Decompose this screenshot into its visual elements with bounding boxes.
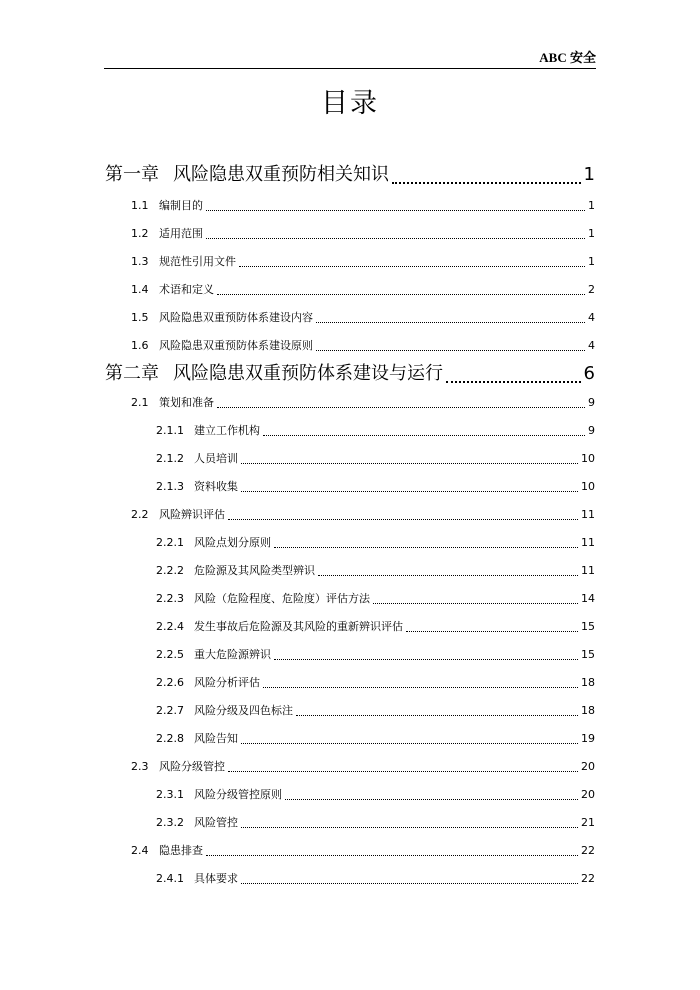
toc-entry-title: 风险点划分原则 [194,536,271,549]
toc-entry[interactable] [131,309,595,327]
toc-entry-title: 风险分析评估 [194,676,260,689]
toc-entry-page: 1 [588,227,595,240]
dot-leader [228,771,578,772]
toc-entry-page: 21 [581,816,595,829]
toc-entry-page: 9 [588,424,595,437]
dot-leader [318,575,578,576]
toc-entry[interactable] [156,618,595,636]
toc-entry-title: 适用范围 [159,227,203,240]
toc-entry[interactable] [105,359,595,389]
toc-entry-page: 6 [583,363,595,384]
toc-entry-page: 20 [581,760,595,773]
toc-entry[interactable] [131,197,595,215]
toc-entry-title: 风险告知 [194,732,238,745]
page-header [104,50,596,69]
toc-entry[interactable] [131,506,595,524]
toc-entry[interactable] [156,562,595,580]
toc-entry[interactable] [131,758,595,776]
toc-entry[interactable] [156,450,595,468]
toc-entry-title: 风险分级管控原则 [194,788,282,801]
toc-entry-title: 编制目的 [159,199,203,212]
toc-entry[interactable] [156,730,595,748]
toc-entry[interactable] [131,394,595,412]
toc-entry-number: 1.1 [131,199,149,212]
toc-entry[interactable] [156,786,595,804]
toc-entry-number: 1.6 [131,339,149,352]
toc-entry[interactable] [105,160,595,190]
dot-leader [241,883,578,884]
toc-entry-number: 第二章 [105,363,159,384]
toc-entry-title: 术语和定义 [159,283,214,296]
dot-leader [206,210,585,211]
toc-entry-page: 18 [581,704,595,717]
toc-entry-title: 资料收集 [194,480,238,493]
toc-entry[interactable] [131,337,595,355]
toc-entry[interactable] [156,422,595,440]
header-brand: ABC 安全 [539,50,596,65]
toc-entry-number: 2.1.3 [156,480,184,493]
toc-entry-number: 2.1.2 [156,452,184,465]
toc-entry[interactable] [156,870,595,888]
toc-entry-number: 2.3.1 [156,788,184,801]
toc-entry[interactable] [131,225,595,243]
toc-entry-title: 建立工作机构 [194,424,260,437]
toc-entry-number: 2.2.1 [156,536,184,549]
dot-leader [217,294,585,295]
dot-leader [373,603,578,604]
toc-entry-title: 具体要求 [194,872,238,885]
toc-entry-page: 18 [581,676,595,689]
dot-leader [263,435,585,436]
toc-entry-title: 人员培训 [194,452,238,465]
toc-entry-number: 2.1 [131,396,149,409]
toc-entry-number: 2.2.4 [156,620,184,633]
toc-entry-number: 2.4.1 [156,872,184,885]
toc-entry-page: 4 [588,311,595,324]
dot-leader [274,659,578,660]
dot-leader [274,547,578,548]
toc-entry-number: 2.4 [131,844,149,857]
dot-leader [446,381,581,383]
page-title: 目录 [321,88,379,119]
toc-entry[interactable] [156,478,595,496]
toc-entry-number: 1.3 [131,255,149,268]
toc-entry-page: 11 [581,508,595,521]
toc-entry-title: 风险隐患双重预防相关知识 [173,164,389,185]
toc-entry-page: 10 [581,452,595,465]
toc-entry-title: 危险源及其风险类型辨识 [194,564,315,577]
toc-entry-title: 风险分级管控 [159,760,225,773]
toc-entry-page: 4 [588,339,595,352]
toc-entry-page: 20 [581,788,595,801]
toc-entry-title: 风险分级及四色标注 [194,704,293,717]
dot-leader [239,266,585,267]
toc-entry-number: 2.3.2 [156,816,184,829]
toc-entry[interactable] [156,590,595,608]
toc-entry-title: 规范性引用文件 [159,255,236,268]
toc-entry-number: 2.2 [131,508,149,521]
toc-entry-page: 19 [581,732,595,745]
toc-entry-number: 2.2.5 [156,648,184,661]
toc-entry[interactable] [156,702,595,720]
dot-leader [206,238,585,239]
toc-entry-page: 11 [581,564,595,577]
toc-entry-page: 15 [581,620,595,633]
toc-entry-number: 1.2 [131,227,149,240]
toc-entry-page: 22 [581,844,595,857]
toc-entry-number: 2.1.1 [156,424,184,437]
dot-leader [241,743,578,744]
toc-entry-title: 风险辨识评估 [159,508,225,521]
toc-entry-title: 风险隐患双重预防体系建设与运行 [173,363,443,384]
toc-entry[interactable] [156,674,595,692]
toc-entry-title: 重大危险源辨识 [194,648,271,661]
toc-entry[interactable] [156,814,595,832]
toc-entry[interactable] [131,281,595,299]
toc-entry-number: 2.2.7 [156,704,184,717]
dot-leader [241,463,578,464]
toc-entry-title: 策划和准备 [159,396,214,409]
toc-entry-page: 10 [581,480,595,493]
toc-entry-page: 14 [581,592,595,605]
dot-leader [206,855,578,856]
toc-entry[interactable] [156,534,595,552]
toc-entry-number: 1.4 [131,283,149,296]
toc-entry-title: 风险隐患双重预防体系建设原则 [159,339,313,352]
toc-entry[interactable] [156,646,595,664]
toc-entry-page: 11 [581,536,595,549]
dot-leader [217,407,585,408]
toc-entry-page: 1 [583,164,595,185]
toc-entry-title: 风险隐患双重预防体系建设内容 [159,311,313,324]
dot-leader [316,350,585,351]
toc-entry-title: 隐患排查 [159,844,203,857]
dot-leader [406,631,578,632]
dot-leader [296,715,578,716]
toc-entry-title: 风险（危险程度、危险度）评估方法 [194,592,370,605]
toc-entry-number: 2.2.6 [156,676,184,689]
toc-entry-page: 22 [581,872,595,885]
toc-entry[interactable] [131,253,595,271]
dot-leader [241,491,578,492]
dot-leader [316,322,585,323]
toc-entry-number: 2.2.8 [156,732,184,745]
dot-leader [241,827,578,828]
toc-entry-page: 9 [588,396,595,409]
toc-entry-page: 1 [588,255,595,268]
toc-entry-number: 第一章 [105,164,159,185]
toc-entry-title: 发生事故后危险源及其风险的重新辨识评估 [194,620,403,633]
toc-entry-page: 1 [588,199,595,212]
toc-entry[interactable] [131,842,595,860]
dot-leader [228,519,578,520]
toc-entry-title: 风险管控 [194,816,238,829]
toc-entry-number: 2.2.3 [156,592,184,605]
toc-entry-number: 2.3 [131,760,149,773]
toc-entry-page: 2 [588,283,595,296]
dot-leader [392,182,581,184]
dot-leader [263,687,578,688]
toc-entry-page: 15 [581,648,595,661]
toc-entry-number: 1.5 [131,311,149,324]
dot-leader [285,799,578,800]
toc-entry-number: 2.2.2 [156,564,184,577]
